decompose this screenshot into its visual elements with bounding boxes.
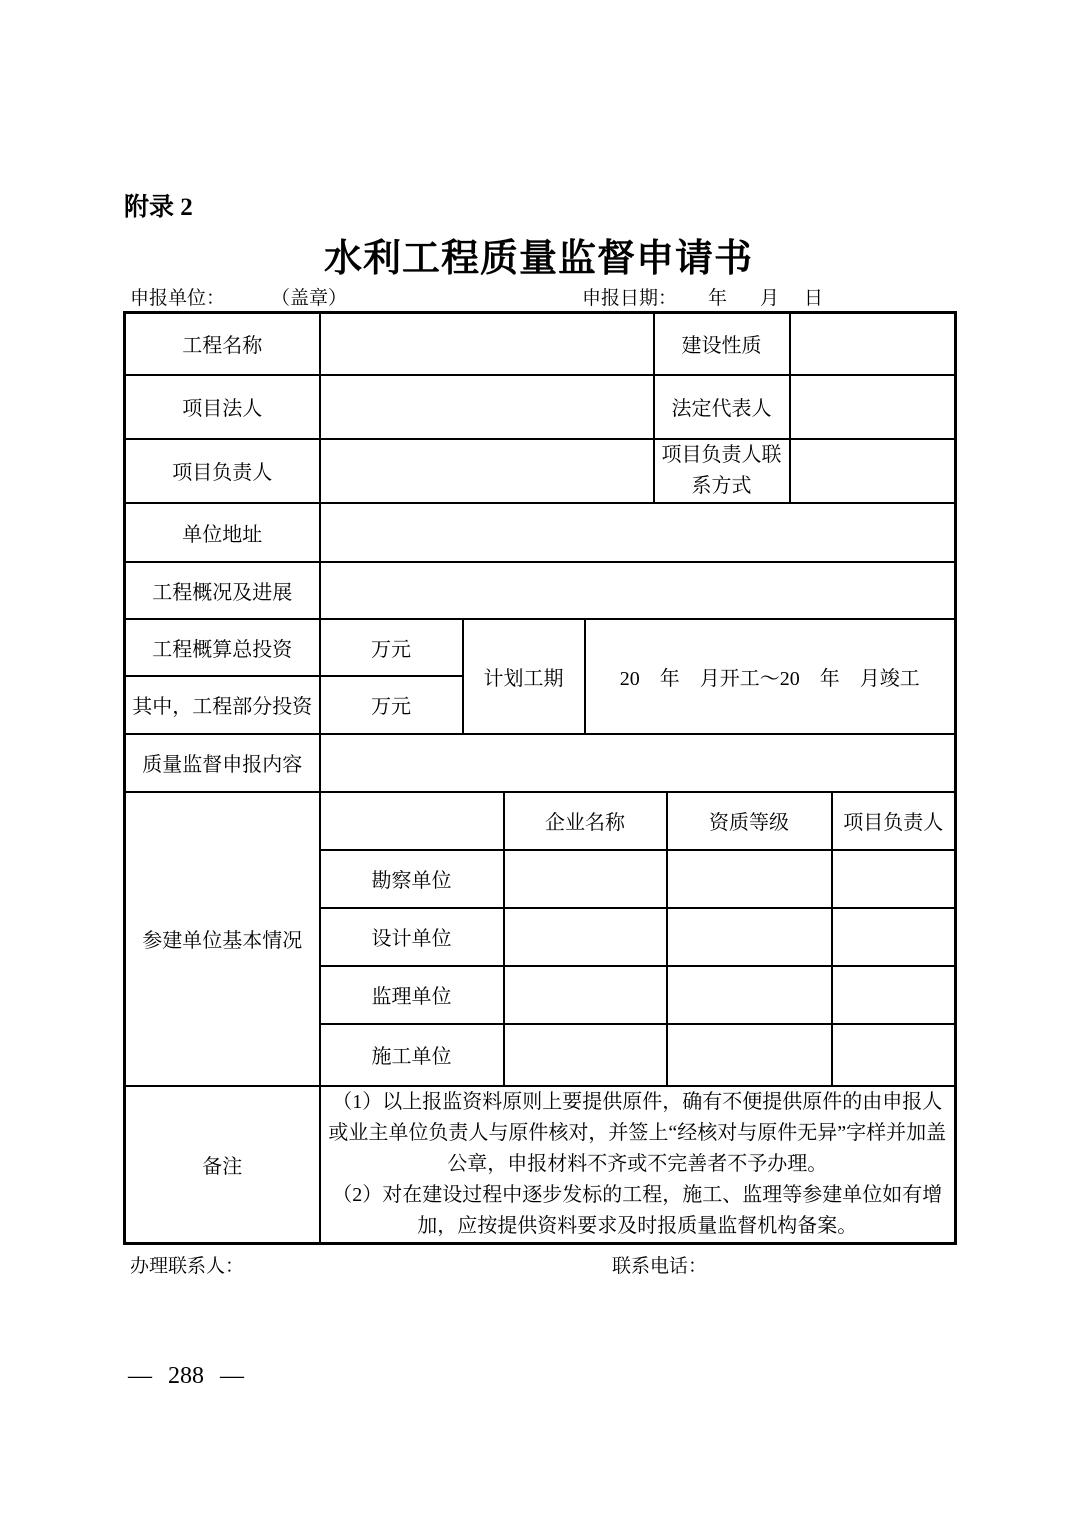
- row-project-overview: [125, 562, 956, 619]
- design-company-cell: [504, 908, 667, 966]
- unit-address-value-cell: [320, 503, 956, 562]
- year-label: 年: [708, 288, 728, 309]
- legal-representative-value-cell: [790, 375, 956, 439]
- document-title: 水利工程质量监督申请书: [323, 238, 753, 280]
- supervision-company-cell: [504, 966, 667, 1024]
- appendix-label: 附录 2: [124, 194, 193, 221]
- row-supervision-content: [125, 734, 956, 792]
- company-name-header: 企业名称: [504, 792, 667, 850]
- project-manager-label: 项目负责人: [125, 439, 320, 503]
- row-legal-person: [125, 375, 956, 439]
- row-unit-address: [125, 503, 956, 562]
- total-investment-unit-cell: 万元: [320, 619, 463, 676]
- supervision-unit-label: 监理单位: [320, 966, 504, 1024]
- project-manager-contact-value-cell: [790, 439, 956, 503]
- page-number: — 288 —: [128, 1363, 244, 1389]
- construction-nature-value-cell: [790, 313, 956, 375]
- legal-representative-label: 法定代表人: [654, 375, 790, 439]
- qualification-header: 资质等级: [667, 792, 832, 850]
- project-name-value-cell: [320, 313, 654, 375]
- row-project-name: [125, 313, 956, 375]
- supervision-content-value-cell: [320, 734, 956, 792]
- project-name-label: 工程名称: [125, 313, 320, 375]
- day-label: 日: [804, 288, 824, 309]
- application-form-table: [123, 311, 957, 1245]
- supervision-qualification-cell: [667, 966, 832, 1024]
- month-label: 月: [760, 288, 780, 309]
- design-qualification-cell: [667, 908, 832, 966]
- remarks-item-1: （1）以上报监资料原则上要提供原件，确有不便提供原件的由申报人或业主单位负责人与原件核对，并签上“经核对与原件无异”字样并加盖公章，申报材料不齐或不完善者不予办理。: [328, 1090, 947, 1175]
- remarks-content-cell: [320, 1086, 956, 1244]
- project-manager-contact-label: 项目负责人联系方式: [654, 439, 790, 503]
- construction-nature-label: 建设性质: [654, 313, 790, 375]
- supervision-manager-cell: [832, 966, 956, 1024]
- handler-meta-line: [123, 1251, 954, 1277]
- participating-units-label: 参建单位基本情况: [125, 792, 320, 1086]
- unit-manager-header: 项目负责人: [832, 792, 956, 850]
- construction-company-cell: [504, 1024, 667, 1086]
- row-units-header: [125, 792, 956, 850]
- declare-unit-label: 申报单位：: [130, 288, 226, 309]
- unit-address-label: 单位地址: [125, 503, 320, 562]
- project-legal-person-label: 项目法人: [125, 375, 320, 439]
- design-unit-label: 设计单位: [320, 908, 504, 966]
- survey-unit-label: 勘察单位: [320, 850, 504, 908]
- seal-label: （盖章）: [271, 288, 348, 309]
- row-remarks: [125, 1086, 956, 1244]
- planned-duration-value-cell: 20 年 月开工～20 年 月竣工: [585, 619, 956, 734]
- project-overview-value-cell: [320, 562, 956, 619]
- remarks-item-2: （2）对在建设过程中逐步发标的工程，施工、监理等参建单位如有增加，应按提供资料要求及时报质量监督机构备案。: [332, 1183, 943, 1237]
- partial-investment-unit-cell: 万元: [320, 676, 463, 734]
- survey-manager-cell: [832, 850, 956, 908]
- total-investment-label: 工程概算总投资: [125, 619, 320, 676]
- supervision-content-label: 质量监督申报内容: [125, 734, 320, 792]
- handler-contact-label: 办理联系人：: [130, 1256, 245, 1277]
- project-overview-label: 工程概况及进展: [125, 562, 320, 619]
- design-manager-cell: [832, 908, 956, 966]
- partial-investment-label: 其中，工程部分投资: [125, 676, 320, 734]
- project-legal-person-value-cell: [320, 375, 654, 439]
- construction-unit-label: 施工单位: [320, 1024, 504, 1086]
- row-project-manager: [125, 439, 956, 503]
- units-header-blank-cell: [320, 792, 504, 850]
- planned-duration-label: 计划工期: [463, 619, 585, 734]
- survey-company-cell: [504, 850, 667, 908]
- row-total-investment: [125, 619, 956, 676]
- declaration-meta-line: [123, 283, 954, 309]
- construction-qualification-cell: [667, 1024, 832, 1086]
- survey-qualification-cell: [667, 850, 832, 908]
- remarks-label: 备注: [125, 1086, 320, 1244]
- declare-date-label: 申报日期：: [582, 288, 678, 309]
- construction-manager-cell: [832, 1024, 956, 1086]
- contact-phone-label: 联系电话：: [612, 1256, 708, 1277]
- project-manager-value-cell: [320, 439, 654, 503]
